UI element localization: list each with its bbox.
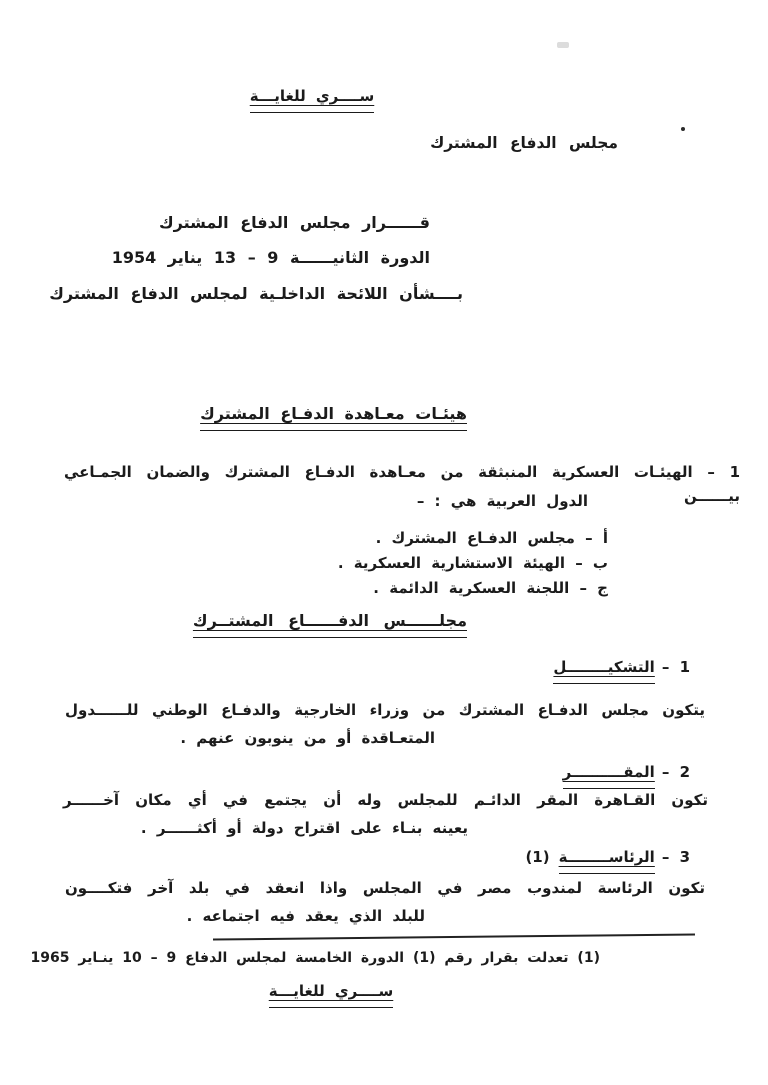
- list-item-a: أ – مجلس الدفـاع المشترك .: [375, 529, 608, 547]
- subject-line: بــــشأن اللائحة الداخلـية لمجلس الدفاع المشترك: [49, 284, 463, 303]
- treaty-bodies-heading-text: هيئـات معـاهدة الدفـاع المشترك: [200, 402, 467, 431]
- classification-bottom: [261, 979, 401, 1008]
- article-3-footnote-ref: (1): [525, 848, 550, 866]
- article-2-heading: [563, 760, 690, 789]
- article-3-number: 3 –: [661, 848, 690, 866]
- article-1-heading: [553, 655, 690, 684]
- treaty-bodies-heading: [200, 402, 467, 431]
- classification-top-text: ســــري للغايـــة: [250, 84, 375, 113]
- article-3-line-2: للبلد الذي يعقد فيه اجتماعه .: [186, 907, 425, 925]
- article-3-line-1: تكون الرئاسة لمندوب مصر في المجلس واذا انعقد في بلد آخر فتكــــون: [65, 879, 705, 897]
- classification-bottom-text: ســــري للغايـــة: [269, 979, 394, 1008]
- article-3-heading: [525, 845, 690, 874]
- session-date-line: الدورة الثانيــــــة 9 – 13 يناير 1954: [111, 248, 430, 267]
- list-item-c: ج – اللجنة العسكرية الدائمة .: [373, 579, 608, 597]
- intro-line-1: 1 – الهيئـات العسكرية المنبثقة من معـاهدة الدفـاع المشترك والضمان الجمـاعي بيــــــن: [64, 463, 740, 505]
- intro-line-2: الدول العربية هي : –: [416, 492, 588, 510]
- article-1-line-2: المتعـاقدة أو من ينوبون عنهم .: [180, 729, 435, 747]
- list-item-b: ب – الهيئة الاستشارية العسكرية .: [337, 554, 608, 572]
- article-1-label: التشكيــــــــل: [553, 655, 654, 684]
- article-2-label: المقــــــــــر: [563, 760, 655, 789]
- article-3-label: الرئاســــــــة: [559, 845, 655, 874]
- council-heading-text: مجلــــــس الدفــــــاع المشتــرك: [193, 609, 467, 638]
- article-2-line-1: تكون القـاهرة المقر الدائـم للمجلس وله أن يجتمع في أي مكان آخــــــر: [63, 791, 708, 809]
- ink-dot: [681, 127, 685, 131]
- article-2-number: 2 –: [661, 763, 690, 781]
- scan-smudge: [557, 42, 569, 48]
- org-title: مجلس الدفاع المشترك: [430, 134, 618, 152]
- classification-top: [242, 84, 382, 113]
- article-1-line-1: يتكون مجلس الدفـاع المشترك من وزراء الخارجية والدفـاع الوطني للــــــدول: [65, 701, 705, 719]
- footnote: (1) تعدلت بقرار رقم (1) الدورة الخامسة لمجلس الدفاع 9 – 10 ينـاير 1965: [30, 950, 600, 966]
- footnote-rule: [213, 933, 695, 940]
- decree-title-line: قــــــرار مجلس الدفاع المشترك: [158, 213, 430, 232]
- article-2-line-2: يعينه بنـاء على اقتراح دولة أو أكثــــــر .: [140, 819, 468, 837]
- article-1-number: 1 –: [661, 658, 690, 676]
- council-heading: [193, 609, 467, 638]
